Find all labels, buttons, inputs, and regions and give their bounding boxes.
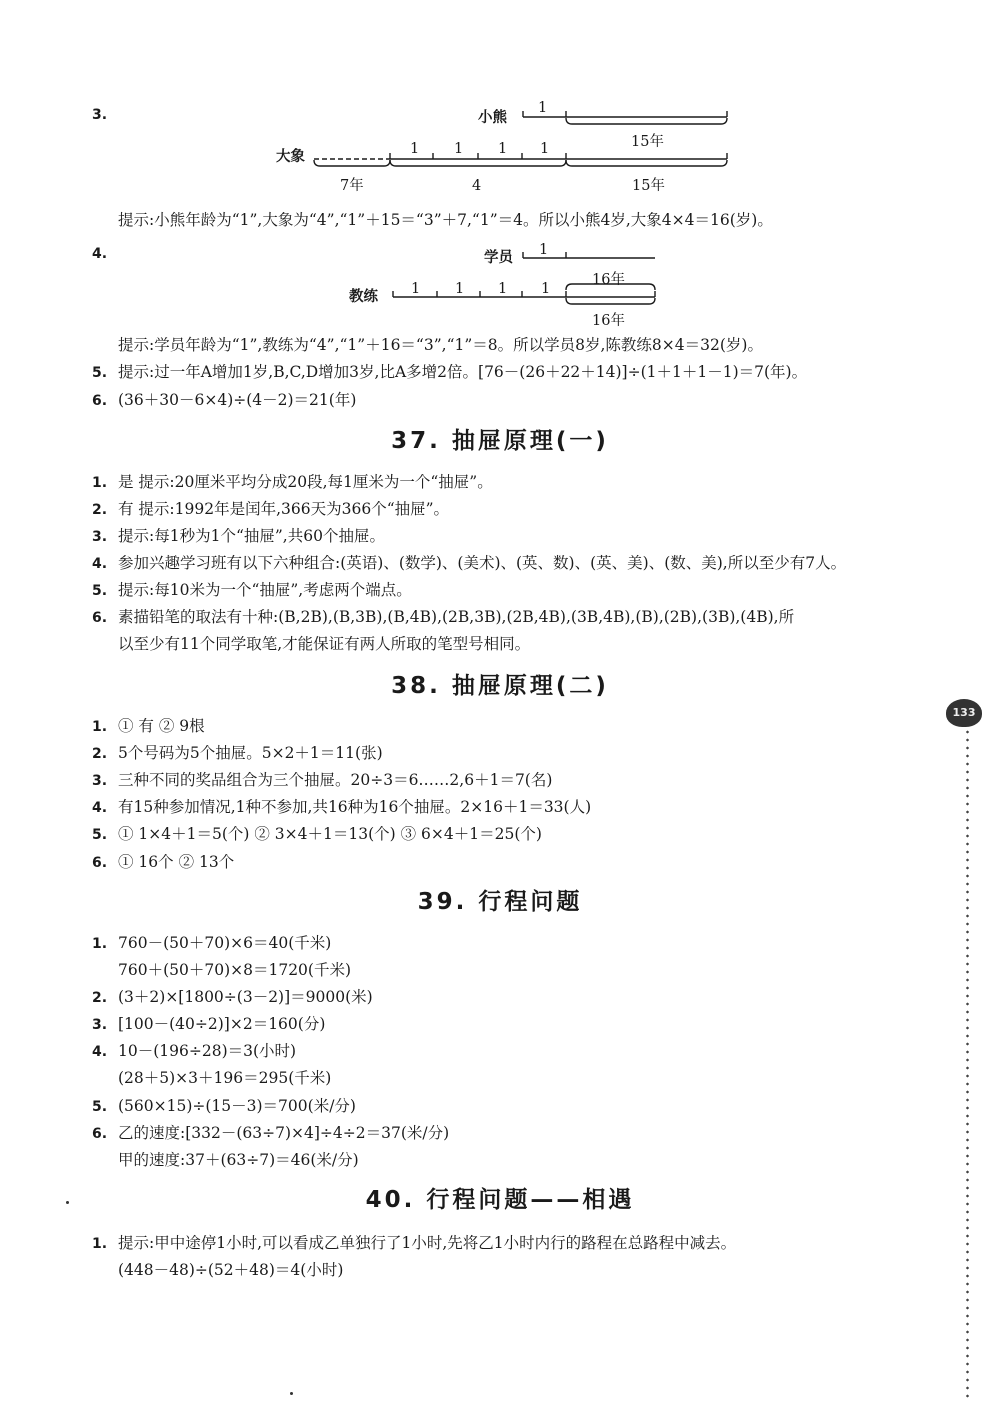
answer-item: 5. (560×15)÷(15－3)＝700(米/分) [92, 1097, 356, 1115]
below-mid-label: 4 [472, 178, 482, 194]
bear-segment-label: 1 [538, 100, 548, 116]
bear-label: 小熊 [478, 110, 507, 126]
answer-item: 4. 参加兴趣学习班有以下六种组合:(英语)、(数学)、(美术)、(英、数)、(英、美)、(数、美),所以至少有7人。 [92, 554, 847, 572]
item-number: 4. [92, 246, 108, 262]
answer-continuation: 以至少有11个同学取笔,才能保证有两人所取的笔型号相同。 [118, 635, 531, 653]
student-label: 学员 [484, 250, 513, 266]
elephant-segment-label: 1 [540, 141, 550, 157]
answer-item: 5. 提示:过一年A增加1岁,B,C,D增加3岁,比A多增2倍。[76－(26＋22＋14)]÷(1＋1＋1－1)＝7(年)。 [92, 363, 808, 381]
answer-item: 1. 提示:甲中途停1小时,可以看成乙单独行了1小时,先将乙1小时内行的路程在总路程中减去。 [92, 1234, 737, 1252]
binding-dots [966, 728, 969, 1400]
section-title: 39. 行程问题 [417, 889, 583, 915]
above-right-label: 16年 [592, 272, 625, 288]
answer-item: 4. 有15种参加情况,1种不参加,共16种为16个抽屉。2×16＋1＝33(人) [92, 798, 592, 816]
answer-item: 3. [100－(40÷2)]×2＝160(分) [92, 1015, 326, 1033]
item-number: 3. [92, 107, 108, 123]
scan-speck [66, 1201, 69, 1204]
below-right-label: 15年 [632, 178, 665, 194]
page-number-badge: 133 [946, 699, 982, 727]
hint-text: 提示:小熊年龄为“1”,大象为“4”,“1”＋15＝“3”＋7,“1”＝4。所以小熊4岁,大象4×4＝16(岁)。 [118, 211, 773, 229]
answer-item: 6. 素描铅笔的取法有十种:(B,2B),(B,3B),(B,4B),(2B,3B),(2B,4B),(3B,4B),(B),(2B),(3B),(4B),所 [92, 608, 795, 626]
elephant-segment-label: 1 [410, 141, 420, 157]
answer-item: 3. 三种不同的奖品组合为三个抽屉。20÷3＝6……2,6＋1＝7(名) [92, 771, 553, 789]
coach-segment-label: 1 [411, 281, 421, 297]
answer-item: 4. 10－(196÷28)＝3(小时) [92, 1042, 297, 1060]
section-title: 38. 抽屉原理(二) [391, 673, 609, 699]
elephant-label: 大象 [276, 149, 305, 165]
answer-item: 2. 有 提示:1992年是闰年,366天为366个“抽屉”。 [92, 500, 450, 518]
hint-text: 提示:学员年龄为“1”,教练为“4”,“1”＋16＝“3”,“1”＝8。所以学员8岁,陈教练8×4＝32(岁)。 [118, 336, 763, 354]
answer-item: 2. (3＋2)×[1800÷(3－2)]＝9000(米) [92, 988, 373, 1006]
section-title: 40. 行程问题——相遇 [365, 1187, 635, 1213]
bear-remaining-label: 15年 [631, 134, 664, 150]
coach-label: 教练 [349, 289, 378, 305]
answer-item: 5. ① 1×4＋1＝5(个) ② 3×4＋1＝13(个) ③ 6×4＋1＝25(个) [92, 825, 542, 843]
section-title: 37. 抽屉原理(一) [391, 428, 609, 454]
answer-continuation: (448－48)÷(52＋48)＝4(小时) [118, 1261, 344, 1279]
answer-continuation: 760＋(50＋70)×8＝1720(千米) [118, 961, 352, 979]
answer-item: 1. 760－(50＋70)×6＝40(千米) [92, 934, 332, 952]
coach-segment-label: 1 [498, 281, 508, 297]
answer-item: 1. ① 有 ② 9根 [92, 717, 205, 735]
answer-continuation: (28＋5)×3＋196＝295(千米) [118, 1069, 332, 1087]
answer-continuation: 甲的速度:37＋(63÷7)＝46(米/分) [118, 1151, 359, 1169]
below-left-label: 7年 [340, 178, 364, 194]
answer-item: 5. 提示:每10米为一个“抽屉”,考虑两个端点。 [92, 581, 412, 599]
scan-speck [290, 1392, 293, 1395]
answer-item: 6. (36＋30－6×4)÷(4－2)＝21(年) [92, 391, 357, 409]
coach-segment-label: 1 [541, 281, 551, 297]
answer-item: 3. 提示:每1秒为1个“抽屉”,共60个抽屉。 [92, 527, 385, 545]
elephant-segment-label: 1 [498, 141, 508, 157]
student-segment-label: 1 [539, 242, 549, 258]
elephant-segment-label: 1 [454, 141, 464, 157]
coach-segment-label: 1 [455, 281, 465, 297]
answer-item: 6. ① 16个 ② 13个 [92, 853, 235, 871]
answer-item: 2. 5个号码为5个抽屉。5×2＋1＝11(张) [92, 744, 383, 762]
answer-item: 1. 是 提示:20厘米平均分成20段,每1厘米为一个“抽屉”。 [92, 473, 493, 491]
below-right-label: 16年 [592, 313, 625, 329]
answer-item: 6. 乙的速度:[332－(63÷7)×4]÷4÷2＝37(米/分) [92, 1124, 450, 1142]
